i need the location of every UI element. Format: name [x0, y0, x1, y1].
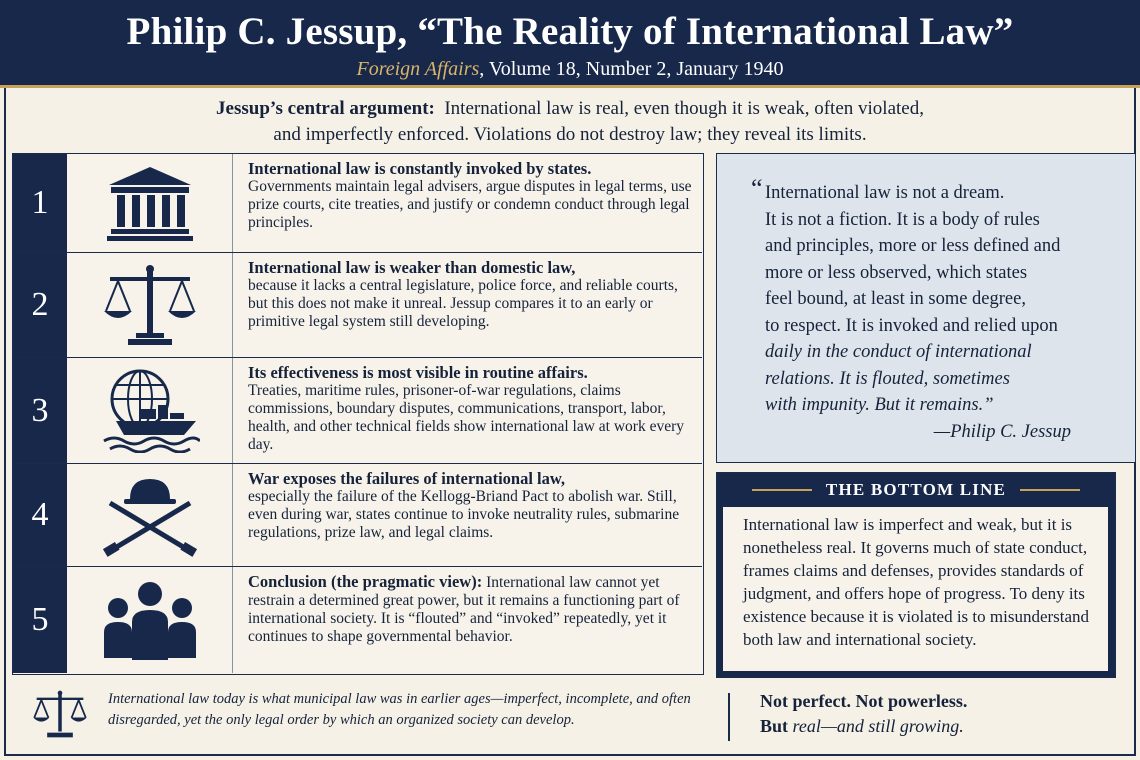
quote-line: It is not a fiction. It is a body of rules: [765, 209, 1040, 230]
point-body: Treaties, maritime rules, prisoner-of-war regulations, claims commissions, boundary disputes, communications, transport, labor, health, and other technical fields show international law at work every day.: [248, 382, 684, 453]
quote-line: to respect. It is invoked and relied upon: [765, 315, 1058, 336]
jessup-quote: [716, 153, 1136, 463]
point-body: Governments maintain legal advisers, argue disputes in legal terms, use prize courts, cite treaties, and justify or condemn conduct through legal principles.: [248, 178, 692, 231]
header-rule-left: [752, 489, 812, 491]
header-banner: [0, 0, 1140, 88]
point-3: [13, 358, 702, 464]
point-heading: International law is constantly invoked by states.: [248, 159, 592, 178]
bottom-line-body: International law is imperfect and weak, but it is nonetheless real. It governs much of state conduct, frames claims and defenses, provides standards of judgment, and offers hope of progress. To deny its existence because it is violated is to misunderstand both law and international society.: [723, 507, 1108, 671]
quote-line: more or less observed, which states: [765, 262, 1028, 283]
point-heading: War exposes the failures of international law,: [248, 469, 566, 488]
point-number: 2: [13, 253, 67, 357]
helmet-crossed-rifles-icon: [102, 473, 198, 557]
point-heading: Conclusion (the pragmatic view):: [248, 572, 483, 591]
point-body: because it lacks a central legislature, police force, and reliable courts, but this does not make it unreal. Jessup compares it to an early or primitive legal system still developing.: [248, 277, 678, 330]
point-icon-cell: [67, 464, 233, 566]
issue-info: , Volume 18, Number 2, January 1940: [479, 58, 784, 80]
quote-line: and principles, more or less defined and: [765, 236, 1061, 256]
footer-motto: [760, 689, 1120, 739]
point-heading: International law is weaker than domestic law,: [248, 258, 576, 277]
quote-line: with impunity. But it remains.”: [765, 395, 994, 415]
argument-line-2: and imperfectly enforced. Violations do not destroy law; they reveal its limits.: [273, 124, 867, 145]
point-number: 1: [13, 154, 67, 252]
point-heading: Its effectiveness is most visible in routine affairs.: [248, 363, 588, 382]
point-icon-cell: [67, 567, 233, 673]
journal-name: Foreign Affairs: [356, 58, 480, 80]
scales-of-justice-icon: [32, 689, 88, 739]
argument-lead: Jessup’s central argument:: [216, 98, 435, 119]
point-number: 4: [13, 464, 67, 566]
footer-divider: [728, 693, 730, 741]
footer: [12, 681, 1132, 751]
point-1: [13, 154, 702, 253]
point-number: 5: [13, 567, 67, 673]
central-argument: [30, 96, 1110, 148]
point-text: [248, 573, 696, 646]
quote-line: relations. It is flouted, sometimes: [765, 368, 1010, 389]
motto-but: But: [760, 716, 789, 736]
point-text: [248, 364, 696, 454]
point-number: 3: [13, 358, 67, 463]
motto-rest: real—and still growing.: [792, 716, 964, 736]
point-4: [13, 464, 702, 567]
point-text: [248, 160, 696, 232]
bottom-line-header: [717, 473, 1115, 507]
points-list: [12, 153, 704, 675]
quote-attribution: —Philip C. Jessup: [933, 421, 1071, 442]
people-group-icon: [100, 578, 200, 662]
page-subtitle: [0, 56, 1140, 82]
bottom-line-heading: THE BOTTOM LINE: [825, 480, 1007, 499]
point-2: [13, 253, 702, 358]
scales-of-justice-icon: [102, 263, 198, 347]
point-icon-cell: [67, 358, 233, 463]
point-icon-cell: [67, 253, 233, 357]
quote-line: feel bound, at least in some degree,: [765, 289, 1026, 309]
motto-line-1: Not perfect. Not powerless.: [760, 691, 968, 711]
point-text: [248, 259, 696, 331]
header-rule-right: [1020, 489, 1080, 491]
quote-line: daily in the conduct of international: [765, 342, 1032, 362]
point-icon-cell: [67, 154, 233, 252]
point-body: especially the failure of the Kellogg-Briand Pact to abolish war. Still, even during war, states continue to invoke neutrality rules, submarine regulations, prize law, and legal claims.: [248, 488, 680, 541]
open-quote-mark: “: [751, 174, 763, 203]
point-5: [13, 567, 702, 673]
point-body: International law cannot yet restrain a determined great power, but it remains a functioning part of international society. It is “flouted” and “invoked” repeatedly, yet it continues to shape governmental behavior.: [248, 574, 680, 645]
point-text: [248, 470, 696, 542]
footer-icon-wrap: [32, 689, 88, 743]
footer-quote: International law today is what municipal law was in earlier ages—imperfect, incomplete, and often disregarded, yet the only legal order by which an organized society can develop.: [108, 691, 691, 728]
quote-line: International law is not a dream.: [765, 183, 1005, 203]
courthouse-icon: [105, 165, 195, 241]
globe-ship-icon: [100, 369, 200, 453]
page-title: Philip C. Jessup, “The Reality of International Law”: [126, 10, 1014, 53]
bottom-line-box: [716, 472, 1116, 678]
argument-line-1: International law is real, even though it is weak, often violated,: [444, 98, 924, 119]
